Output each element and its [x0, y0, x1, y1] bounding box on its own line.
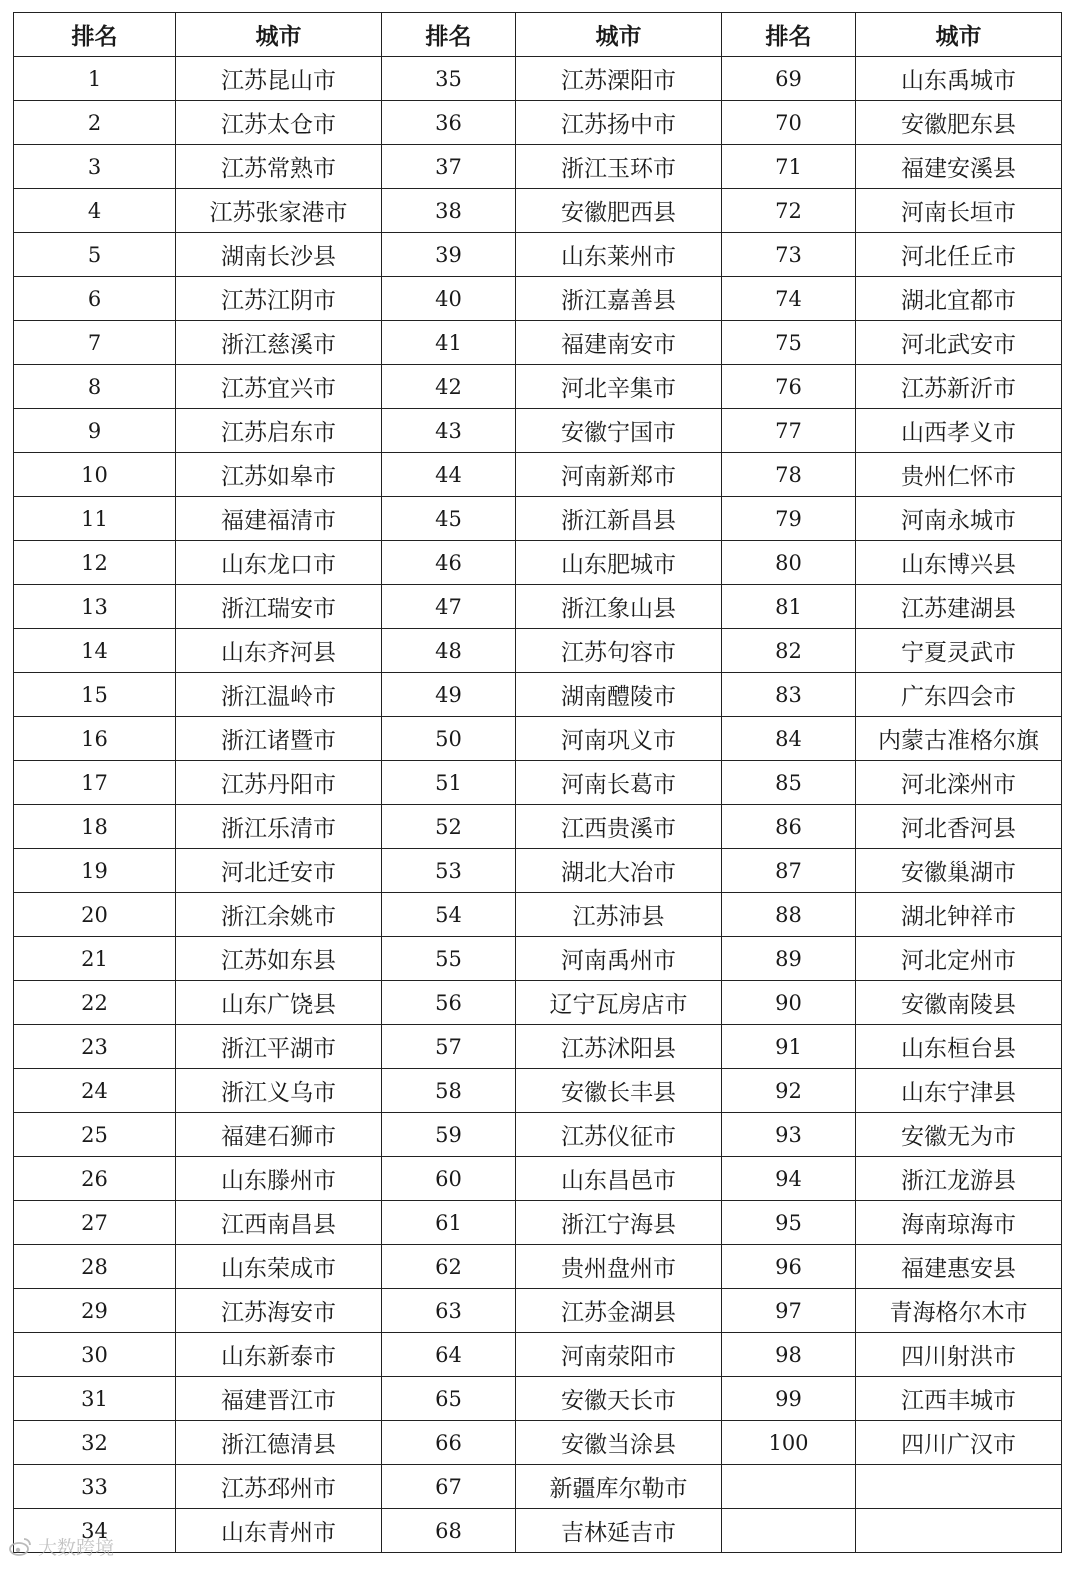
rank-cell: 29	[14, 1289, 176, 1333]
rank-cell: 63	[382, 1289, 516, 1333]
table-row	[14, 805, 1062, 849]
rank-cell: 67	[382, 1465, 516, 1509]
rank-cell: 53	[382, 849, 516, 893]
rank-cell: 31	[14, 1377, 176, 1421]
city-cell: 山东滕州市	[176, 1157, 382, 1201]
city-cell: 宁夏灵武市	[856, 629, 1062, 673]
rank-cell: 12	[14, 541, 176, 585]
table-row	[14, 629, 1062, 673]
rank-cell: 46	[382, 541, 516, 585]
header-rank: 排名	[382, 13, 516, 57]
table-row	[14, 189, 1062, 233]
rank-cell: 52	[382, 805, 516, 849]
city-cell: 江苏如东县	[176, 937, 382, 981]
rank-cell: 89	[722, 937, 856, 981]
city-cell: 河南长葛市	[516, 761, 722, 805]
rank-cell: 18	[14, 805, 176, 849]
city-cell: 安徽巢湖市	[856, 849, 1062, 893]
rank-cell: 40	[382, 277, 516, 321]
rank-cell: 34	[14, 1509, 176, 1553]
rank-cell: 5	[14, 233, 176, 277]
city-cell: 青海格尔木市	[856, 1289, 1062, 1333]
city-cell: 四川广汉市	[856, 1421, 1062, 1465]
table-row	[14, 1289, 1062, 1333]
rank-cell: 58	[382, 1069, 516, 1113]
rank-cell: 81	[722, 585, 856, 629]
table-row	[14, 1113, 1062, 1157]
rank-cell: 94	[722, 1157, 856, 1201]
city-cell: 江苏启东市	[176, 409, 382, 453]
table-row	[14, 277, 1062, 321]
table-row	[14, 585, 1062, 629]
rank-cell: 25	[14, 1113, 176, 1157]
rank-cell: 82	[722, 629, 856, 673]
city-cell: 浙江慈溪市	[176, 321, 382, 365]
city-cell: 湖北钟祥市	[856, 893, 1062, 937]
rank-cell: 42	[382, 365, 516, 409]
city-cell: 贵州盘州市	[516, 1245, 722, 1289]
city-cell: 安徽长丰县	[516, 1069, 722, 1113]
rank-cell: 90	[722, 981, 856, 1025]
rank-cell: 51	[382, 761, 516, 805]
rank-cell: 37	[382, 145, 516, 189]
city-cell: 江苏仪征市	[516, 1113, 722, 1157]
city-cell: 福建惠安县	[856, 1245, 1062, 1289]
rank-cell: 62	[382, 1245, 516, 1289]
rank-cell: 70	[722, 101, 856, 145]
city-cell: 河北定州市	[856, 937, 1062, 981]
city-cell: 河南巩义市	[516, 717, 722, 761]
header-city: 城市	[176, 13, 382, 57]
rank-cell: 69	[722, 57, 856, 101]
rank-cell: 54	[382, 893, 516, 937]
rank-cell: 66	[382, 1421, 516, 1465]
rank-cell: 44	[382, 453, 516, 497]
header-row	[14, 13, 1062, 57]
rank-cell: 39	[382, 233, 516, 277]
city-cell: 广东四会市	[856, 673, 1062, 717]
city-cell: 山西孝义市	[856, 409, 1062, 453]
rank-cell: 45	[382, 497, 516, 541]
city-cell: 山东博兴县	[856, 541, 1062, 585]
rank-cell: 85	[722, 761, 856, 805]
city-cell: 福建晋江市	[176, 1377, 382, 1421]
rank-cell: 6	[14, 277, 176, 321]
watermark-text: 大数跨境	[38, 1537, 115, 1559]
table-row	[14, 1465, 1062, 1509]
rank-cell: 98	[722, 1333, 856, 1377]
city-cell: 江苏沛县	[516, 893, 722, 937]
header-rank: 排名	[722, 13, 856, 57]
rank-cell: 1	[14, 57, 176, 101]
city-cell: 江苏江阴市	[176, 277, 382, 321]
watermark	[8, 1533, 114, 1560]
city-cell: 浙江嘉善县	[516, 277, 722, 321]
header-city: 城市	[856, 13, 1062, 57]
rank-cell: 13	[14, 585, 176, 629]
rank-cell: 14	[14, 629, 176, 673]
rank-cell: 87	[722, 849, 856, 893]
rank-cell: 99	[722, 1377, 856, 1421]
rank-cell: 86	[722, 805, 856, 849]
table-row	[14, 849, 1062, 893]
city-cell: 山东青州市	[176, 1509, 382, 1553]
rank-cell: 10	[14, 453, 176, 497]
table-row	[14, 409, 1062, 453]
rank-cell: 93	[722, 1113, 856, 1157]
ranking-table	[13, 12, 1062, 1553]
rank-cell: 33	[14, 1465, 176, 1509]
table-row	[14, 541, 1062, 585]
city-cell: 江苏溧阳市	[516, 57, 722, 101]
rank-cell: 55	[382, 937, 516, 981]
table-row	[14, 453, 1062, 497]
rank-cell: 57	[382, 1025, 516, 1069]
city-cell: 浙江龙游县	[856, 1157, 1062, 1201]
city-cell: 江苏句容市	[516, 629, 722, 673]
city-cell: 江苏沭阳县	[516, 1025, 722, 1069]
rank-cell: 83	[722, 673, 856, 717]
rank-cell	[722, 1509, 856, 1553]
city-cell: 江苏扬中市	[516, 101, 722, 145]
city-cell: 江苏海安市	[176, 1289, 382, 1333]
city-cell: 湖北宜都市	[856, 277, 1062, 321]
city-cell: 浙江新昌县	[516, 497, 722, 541]
rank-cell: 4	[14, 189, 176, 233]
city-cell: 江苏丹阳市	[176, 761, 382, 805]
header-rank: 排名	[14, 13, 176, 57]
rank-cell: 76	[722, 365, 856, 409]
city-cell: 河北香河县	[856, 805, 1062, 849]
city-cell: 江苏如皋市	[176, 453, 382, 497]
rank-cell: 2	[14, 101, 176, 145]
city-cell: 山东新泰市	[176, 1333, 382, 1377]
city-cell: 山东宁津县	[856, 1069, 1062, 1113]
rank-cell: 16	[14, 717, 176, 761]
city-cell: 河南禹州市	[516, 937, 722, 981]
rank-cell: 100	[722, 1421, 856, 1465]
rank-cell: 15	[14, 673, 176, 717]
rank-cell: 74	[722, 277, 856, 321]
city-cell: 江苏邳州市	[176, 1465, 382, 1509]
city-cell: 河北任丘市	[856, 233, 1062, 277]
city-cell: 福建石狮市	[176, 1113, 382, 1157]
table-row	[14, 365, 1062, 409]
rank-cell: 50	[382, 717, 516, 761]
table-row	[14, 233, 1062, 277]
city-cell: 安徽宁国市	[516, 409, 722, 453]
rank-cell: 43	[382, 409, 516, 453]
rank-cell	[722, 1465, 856, 1509]
rank-cell: 24	[14, 1069, 176, 1113]
rank-cell: 71	[722, 145, 856, 189]
city-cell	[856, 1509, 1062, 1553]
city-cell: 福建南安市	[516, 321, 722, 365]
city-cell: 海南琼海市	[856, 1201, 1062, 1245]
rank-cell: 8	[14, 365, 176, 409]
city-cell: 河北武安市	[856, 321, 1062, 365]
rank-cell: 36	[382, 101, 516, 145]
rank-cell: 11	[14, 497, 176, 541]
table-row	[14, 497, 1062, 541]
city-cell: 江西贵溪市	[516, 805, 722, 849]
table-row	[14, 1069, 1062, 1113]
table-row	[14, 1377, 1062, 1421]
city-cell: 湖南醴陵市	[516, 673, 722, 717]
rank-cell: 19	[14, 849, 176, 893]
rank-cell: 68	[382, 1509, 516, 1553]
city-cell: 山东莱州市	[516, 233, 722, 277]
city-cell: 河南荥阳市	[516, 1333, 722, 1377]
city-cell: 山东禹城市	[856, 57, 1062, 101]
city-cell: 河北迁安市	[176, 849, 382, 893]
rank-cell: 32	[14, 1421, 176, 1465]
rank-cell: 3	[14, 145, 176, 189]
city-cell: 浙江义乌市	[176, 1069, 382, 1113]
rank-cell: 64	[382, 1333, 516, 1377]
weibo-icon	[8, 1535, 32, 1559]
city-cell: 湖南长沙县	[176, 233, 382, 277]
city-cell: 安徽肥西县	[516, 189, 722, 233]
rank-cell: 17	[14, 761, 176, 805]
city-cell: 浙江德清县	[176, 1421, 382, 1465]
city-cell: 江苏宜兴市	[176, 365, 382, 409]
rank-cell: 61	[382, 1201, 516, 1245]
city-cell: 浙江玉环市	[516, 145, 722, 189]
rank-cell: 60	[382, 1157, 516, 1201]
city-cell: 安徽南陵县	[856, 981, 1062, 1025]
rank-cell: 75	[722, 321, 856, 365]
rank-cell: 73	[722, 233, 856, 277]
table-row	[14, 101, 1062, 145]
table-row	[14, 1025, 1062, 1069]
table-row	[14, 57, 1062, 101]
city-cell: 福建福清市	[176, 497, 382, 541]
city-cell: 江苏昆山市	[176, 57, 382, 101]
city-cell: 内蒙古准格尔旗	[856, 717, 1062, 761]
table-row	[14, 321, 1062, 365]
rank-cell: 41	[382, 321, 516, 365]
city-cell: 四川射洪市	[856, 1333, 1062, 1377]
city-cell: 江苏金湖县	[516, 1289, 722, 1333]
table-row	[14, 717, 1062, 761]
table-row	[14, 893, 1062, 937]
rank-cell: 84	[722, 717, 856, 761]
rank-cell: 22	[14, 981, 176, 1025]
city-cell: 河南长垣市	[856, 189, 1062, 233]
rank-cell: 97	[722, 1289, 856, 1333]
city-cell: 河北辛集市	[516, 365, 722, 409]
table-row	[14, 1509, 1062, 1553]
city-cell: 浙江瑞安市	[176, 585, 382, 629]
rank-cell: 27	[14, 1201, 176, 1245]
rank-cell: 26	[14, 1157, 176, 1201]
city-cell: 安徽当涂县	[516, 1421, 722, 1465]
rank-cell: 35	[382, 57, 516, 101]
rank-cell: 88	[722, 893, 856, 937]
rank-cell: 49	[382, 673, 516, 717]
table-row	[14, 1333, 1062, 1377]
rank-cell: 9	[14, 409, 176, 453]
city-cell: 山东广饶县	[176, 981, 382, 1025]
rank-cell: 77	[722, 409, 856, 453]
city-cell: 山东荣成市	[176, 1245, 382, 1289]
rank-cell: 65	[382, 1377, 516, 1421]
city-cell: 浙江诸暨市	[176, 717, 382, 761]
city-cell: 江苏张家港市	[176, 189, 382, 233]
city-cell: 浙江平湖市	[176, 1025, 382, 1069]
city-cell: 江西丰城市	[856, 1377, 1062, 1421]
city-cell: 江苏太仓市	[176, 101, 382, 145]
city-cell: 福建安溪县	[856, 145, 1062, 189]
city-cell: 山东肥城市	[516, 541, 722, 585]
rank-cell: 72	[722, 189, 856, 233]
city-cell: 浙江象山县	[516, 585, 722, 629]
city-cell: 辽宁瓦房店市	[516, 981, 722, 1025]
city-cell: 安徽无为市	[856, 1113, 1062, 1157]
rank-cell: 96	[722, 1245, 856, 1289]
city-cell: 浙江宁海县	[516, 1201, 722, 1245]
rank-cell: 23	[14, 1025, 176, 1069]
rank-cell: 47	[382, 585, 516, 629]
rank-cell: 80	[722, 541, 856, 585]
rank-cell: 38	[382, 189, 516, 233]
city-cell: 山东昌邑市	[516, 1157, 722, 1201]
city-cell: 安徽肥东县	[856, 101, 1062, 145]
rank-cell: 30	[14, 1333, 176, 1377]
rank-cell: 20	[14, 893, 176, 937]
city-cell	[856, 1465, 1062, 1509]
rank-cell: 7	[14, 321, 176, 365]
rank-cell: 92	[722, 1069, 856, 1113]
city-cell: 江苏建湖县	[856, 585, 1062, 629]
table-row	[14, 761, 1062, 805]
rank-cell: 95	[722, 1201, 856, 1245]
rank-cell: 79	[722, 497, 856, 541]
rank-cell: 21	[14, 937, 176, 981]
rank-cell: 91	[722, 1025, 856, 1069]
header-city: 城市	[516, 13, 722, 57]
city-cell: 山东齐河县	[176, 629, 382, 673]
city-cell: 贵州仁怀市	[856, 453, 1062, 497]
table-row	[14, 937, 1062, 981]
city-cell: 安徽天长市	[516, 1377, 722, 1421]
city-cell: 江苏常熟市	[176, 145, 382, 189]
city-cell: 新疆库尔勒市	[516, 1465, 722, 1509]
rank-cell: 56	[382, 981, 516, 1025]
city-cell: 河北滦州市	[856, 761, 1062, 805]
table-row	[14, 673, 1062, 717]
rank-cell: 59	[382, 1113, 516, 1157]
table-row	[14, 1245, 1062, 1289]
city-cell: 山东桓台县	[856, 1025, 1062, 1069]
city-cell: 山东龙口市	[176, 541, 382, 585]
city-cell: 河南新郑市	[516, 453, 722, 497]
city-cell: 浙江乐清市	[176, 805, 382, 849]
table-row	[14, 1201, 1062, 1245]
city-cell: 河南永城市	[856, 497, 1062, 541]
city-cell: 吉林延吉市	[516, 1509, 722, 1553]
table-row	[14, 145, 1062, 189]
rank-cell: 28	[14, 1245, 176, 1289]
city-cell: 湖北大冶市	[516, 849, 722, 893]
table-row	[14, 1157, 1062, 1201]
city-cell: 浙江余姚市	[176, 893, 382, 937]
rank-cell: 78	[722, 453, 856, 497]
rank-cell: 48	[382, 629, 516, 673]
city-cell: 江西南昌县	[176, 1201, 382, 1245]
table-row	[14, 981, 1062, 1025]
city-cell: 浙江温岭市	[176, 673, 382, 717]
city-cell: 江苏新沂市	[856, 365, 1062, 409]
table-row	[14, 1421, 1062, 1465]
